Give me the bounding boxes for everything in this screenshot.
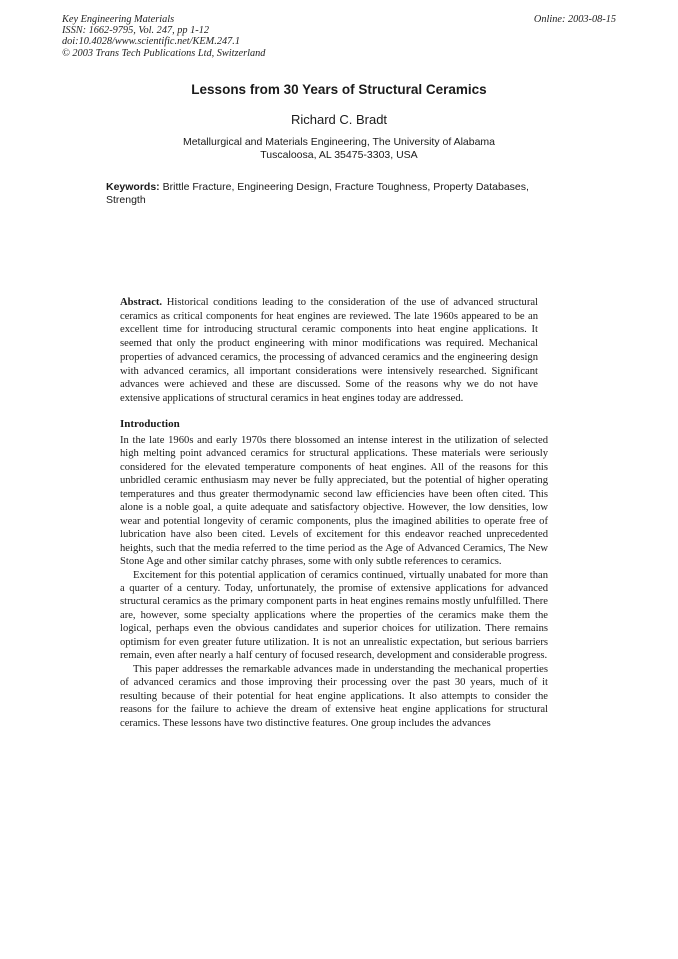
intro-paragraph-3: This paper addresses the remarkable advances made in understanding the mechanical properties of advanced ceramics and those improving their processing over the past 30 years, much of it resulting because of their potential for heat engine applications. It also attempts to consider the reasons for the failure to achieve the dream of extensive heat engine applications for structural ceramics. These lessons have two distinctive features. One group includes the advances [120,663,548,729]
keywords-text: Brittle Fracture, Engineering Design, Fracture Toughness, Property Databases, Strength [106,181,529,206]
affiliation [0,136,678,162]
abstract [120,296,538,406]
affiliation-line-1: Metallurgical and Materials Engineering, The University of Alabama [182,136,496,148]
intro-paragraph-1: In the late 1960s and early 1970s there blossomed an intense interest in the utilization of selected high melting point advanced ceramics for structural applications. These materials were seriously considered for the elevated temperature components of heat engines. All of the reasons for this unbridled ceramic enthusiasm may never be fully appreciated, but the potential of higher operating temperatures and thus greater thermodynamic second law efficiencies have been often cited. This alone is a noble goal, a quite adequate and satisfactory objective. However, the low densities, low wear and potential longevity of ceramic components, plus the imagined abilities to operate free of lubrication have also been cited. Levels of excitement for this endeavor reached unprecedented heights, such that the media referred to the time period as the Age of Advanced Ceramics, The New Stone Age and other similar catchy phrases, some with only subtle references to ceramics. [120,435,548,568]
copyright-line: © 2003 Trans Tech Publications Ltd, Switzerland [62,47,266,59]
issn-line: ISSN: 1662-9795, Vol. 247, pp 1-12 [62,25,210,37]
keywords [106,181,536,207]
introduction-heading: Introduction [120,418,180,430]
keywords-label: Keywords: [106,181,160,193]
abstract-text: Historical conditions leading to the consideration of the use of advanced structural ceramics as critical components for heat engines are reviewed. The late 1960s appeared to be an excellent time for introducing structural ceramic components into heat engine applications. It seemed that only the product engineering with minor modifications was required. Mechanical properties of advanced ceramics, the processing of advanced ceramics and the engineering design with advanced ceramics, all important considerations were intensively researched. Significant advances were achieved and these are discussed. Some of the reasons why we do not have extensive applications of structural ceramics in heat engines today are addressed. [120,297,538,404]
introduction-body [120,434,548,730]
abstract-label: Abstract. [120,297,163,308]
online-date: Online: 2003-08-15 [533,14,616,25]
intro-paragraph-2: Excitement for this potential application of ceramics continued, virtually unabated for more than a quarter of a century. Today, unfortunately, the promise of extensive applications for advanced structural ceramics as the primary component parts in heat engines remains mostly unfulfilled. There are, however, some specialty applications where the properties of the ceramics make them the logical, perhaps even the obvious candidates and superior choices for utilization. There remains optimism for even greater future utilization. It is not an unrealistic expectation, but serious barriers remain, even after nearly a half century of focused research, development and considerable progress. [120,569,548,662]
journal-name: Key Engineering Materials [62,14,175,25]
author-name: Richard C. Bradt [290,112,388,127]
affiliation-line-2: Tuscaloosa, AL 35475-3303, USA [260,149,418,161]
doi-line: doi:10.4028/www.scientific.net/KEM.247.1 [62,36,240,48]
paper-title: Lessons from 30 Years of Structural Ceramics [191,82,487,97]
